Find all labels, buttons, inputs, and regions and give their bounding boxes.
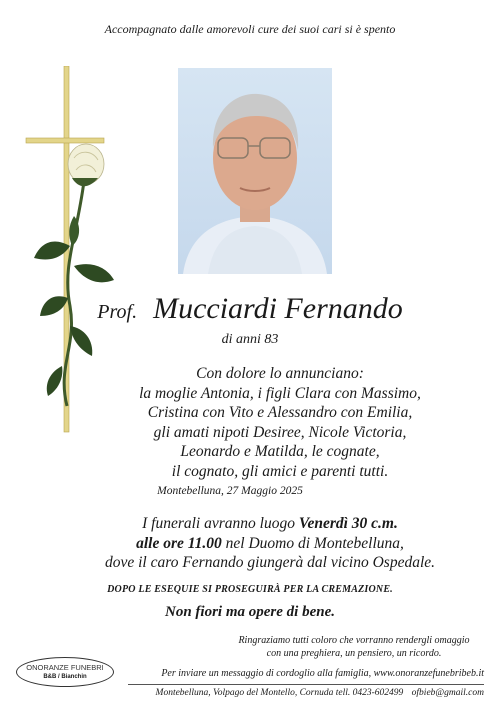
funeral-time: alle ore 11.00 [136, 534, 222, 552]
announcement-line: gli amati nipoti Desiree, Nicole Victoria, [153, 423, 407, 441]
funeral-home-logo [16, 657, 114, 687]
thanks-line: Ringraziamo tutti coloro che vorranno rendergli omaggio [238, 635, 470, 646]
funeral-line-1 [60, 514, 480, 534]
funeral-info [60, 514, 480, 573]
announcement-line: Leonardo e Matilda, le cognate, [180, 443, 380, 460]
announcement-line: il cognato, gli amici e parenti tutti. [171, 462, 389, 480]
announcement-line: Cristina con Vito e Alessandro con Emilia, [147, 404, 413, 421]
announcement-line: Con dolore lo annunciano: [196, 365, 364, 382]
footer-address: Montebelluna, Volpago del Montello, Cornuda tell. 0423-602499 [155, 688, 404, 698]
funeral-line-2 [60, 534, 480, 554]
funeral-text: I funerali avranno luogo [142, 515, 299, 532]
deceased-photo [178, 68, 332, 274]
deceased-title: Prof. [97, 301, 138, 323]
footer [128, 688, 484, 698]
intro-text: Accompagnato dalle amorevoli cure dei suoi cari si è spento [104, 22, 396, 36]
thanks-line: con una preghiera, un pensiero, un ricordo. [266, 648, 442, 659]
logo-top-text: ONORANZE FUNEBRI [26, 663, 104, 672]
footer-divider [128, 684, 484, 685]
cremation-notice: DOPO LE ESEQUIE SI PROSEGUIRÀ PER LA CREMAZIONE. [107, 584, 393, 595]
thanks-text [228, 634, 480, 660]
announcement [100, 364, 460, 481]
deceased-name-row [0, 292, 500, 326]
logo-bottom-text: B&B / Bianchin [43, 674, 87, 680]
announcement-line: la moglie Antonia, i figli Clara con Massimo, [139, 384, 421, 402]
deceased-age: di anni 83 [221, 332, 279, 347]
footer-email[interactable]: ofbieb@gmail.com [411, 688, 484, 698]
funeral-line-3: dove il caro Fernando giungerà dal vicino Ospedale. [104, 554, 436, 571]
funeral-day: Venerdì 30 c.m. [298, 515, 398, 532]
place-date: Montebelluna, 27 Maggio 2025 [157, 485, 303, 497]
funeral-place: nel Duomo di Montebelluna, [221, 534, 404, 552]
deceased-name: Mucciardi Fernando [153, 292, 403, 325]
flowers-notice: Non fiori ma opere di bene. [165, 604, 335, 620]
contact-line: Per inviare un messaggio di cordoglio alla famiglia, www.onoranzefunebribeb.it [161, 668, 484, 679]
